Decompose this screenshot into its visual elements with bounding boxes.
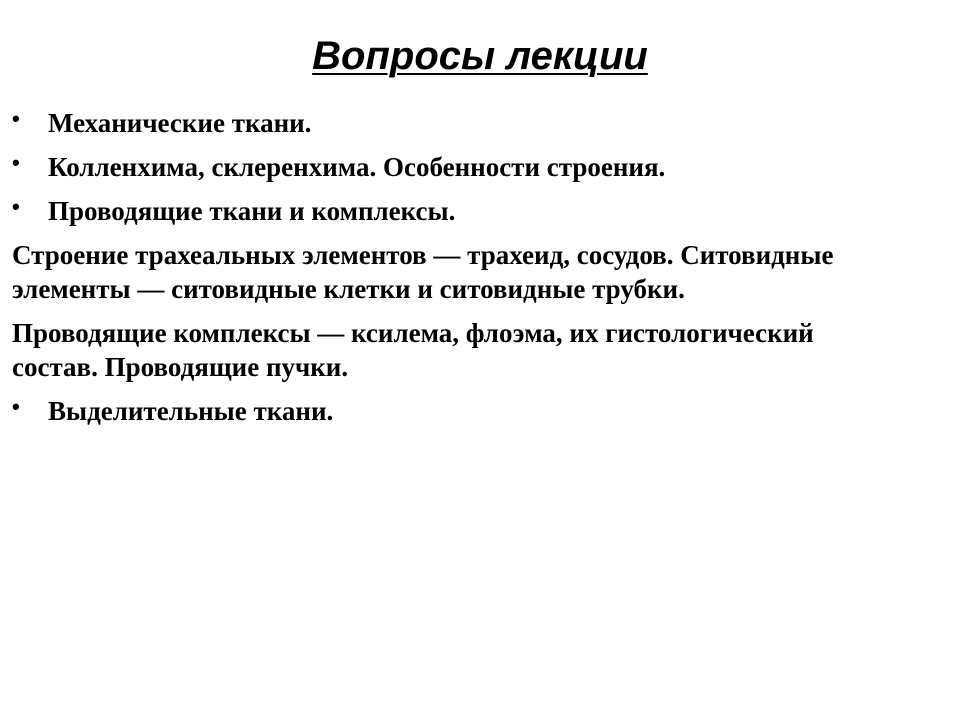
paragraph-tracheal-elements: Строение трахеальных элементов — трахеид, сосудов. Ситовидные элементы — ситовидные клетки и ситовидные трубки.: [12, 240, 834, 304]
paragraph-conducting-complexes: Проводящие комплексы — ксилема, флоэма, их гистологический состав. Проводящие пучки.: [12, 318, 814, 382]
bullet-icon: •: [12, 394, 20, 419]
bullet-text: Колленхима, склеренхима. Особенности строения.: [48, 152, 666, 182]
bullet-icon: •: [12, 194, 20, 219]
bullet-item-secretory-tissues: [12, 394, 892, 428]
bullet-item-collenchyma: [12, 150, 892, 184]
bullet-item-conducting-tissues: [12, 194, 892, 228]
bullet-icon: •: [12, 106, 20, 131]
bullet-text: Механические ткани.: [48, 108, 312, 138]
bullet-icon: •: [12, 150, 20, 175]
bullet-text: Выделительные ткани.: [48, 396, 334, 426]
slide-title: Вопросы лекции: [312, 34, 648, 78]
bullet-text: Проводящие ткани и комплексы.: [48, 196, 456, 226]
slide-content: [12, 106, 892, 438]
bullet-item-mechanical-tissues: [12, 106, 892, 140]
